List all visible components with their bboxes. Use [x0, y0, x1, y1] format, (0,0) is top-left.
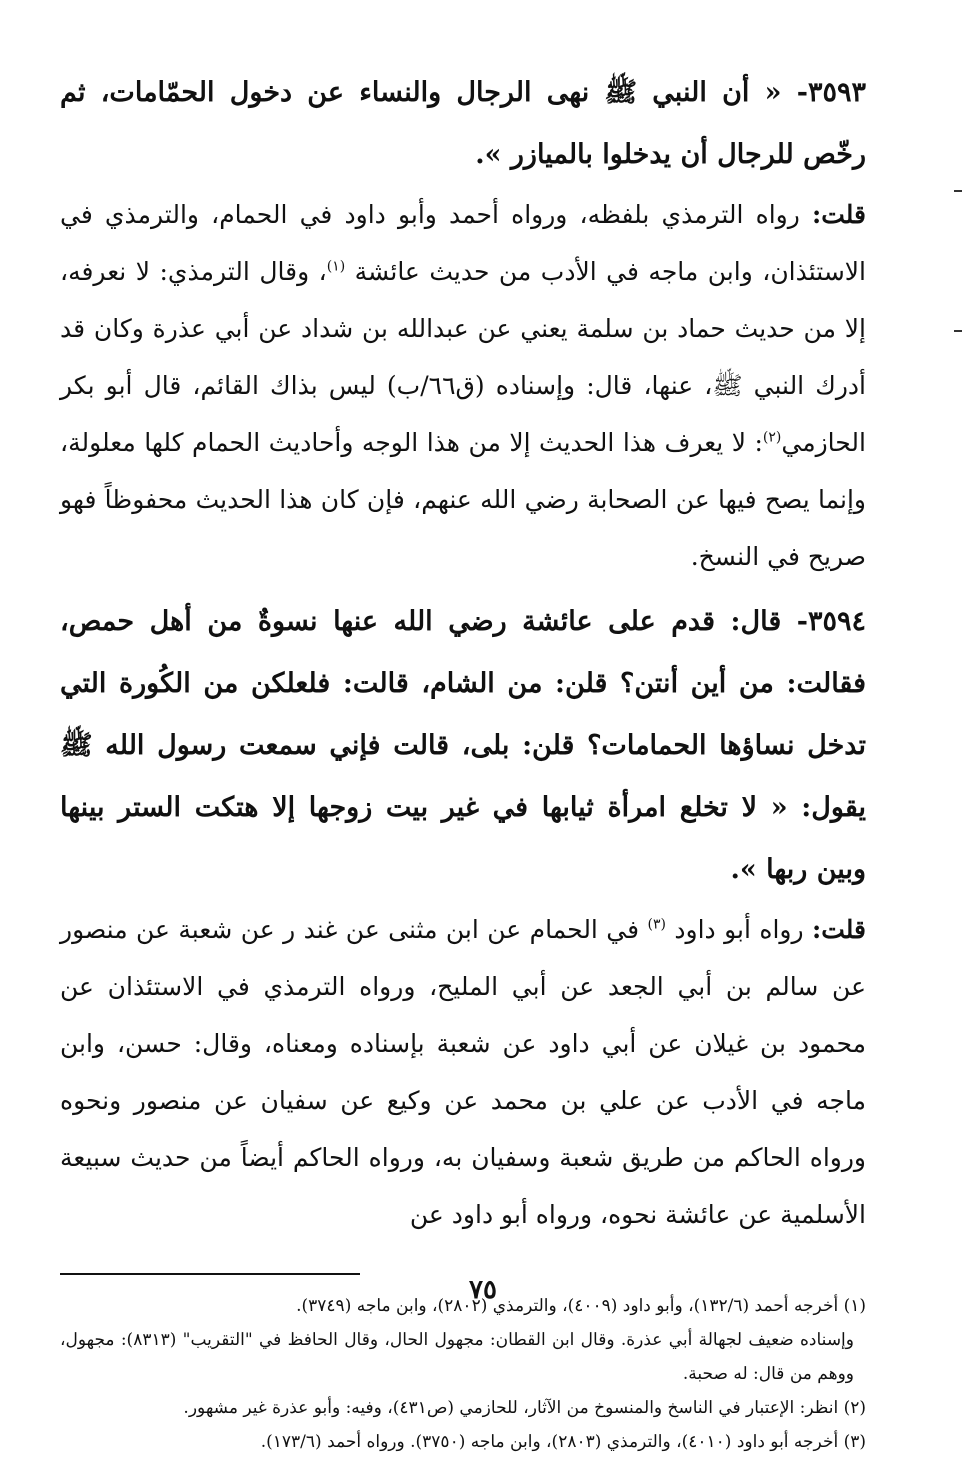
- commentary-text: : لا يعرف هذا الحديث إلا من هذا الوجه وأحاديث الحمام كلها معلولة، وإنما يصح فيها عن الصحابة رضي الله عنهم، فإن كان هذا الحديث محفوظاً فهو صريح في النسخ.: [60, 428, 866, 571]
- hadith-number: ٣٥٩٤-: [796, 606, 866, 637]
- hadith-3594: [60, 591, 866, 901]
- footnote-1-continued: وإسناده ضعيف لجهالة أبي عذرة. وقال ابن القطان: مجهول الحال، وقال الحافظ في "التقريب" (٨٣١٣): مجهول، ووهم من قال: له صحبة.: [60, 1330, 854, 1384]
- footnote-ref-3[interactable]: (٣): [647, 916, 666, 933]
- margin-mark: [954, 330, 962, 332]
- commentary-paragraph: [60, 901, 866, 1243]
- hadith-text: قال: قدم على عائشة رضي الله عنها نسوةٌ من أهل حمص، فقالت: من أين أنتن؟ قلن: من الشام، قالت: فلعلكن من الكُورة التي تدخل نساؤها الحمامات؟ قلن: بلى، قالت فإني سمعت رسول الله ﷺ يقول: « لا تخلع امرأة ثيابها في غير بيت زوجها إلا هتكت الستر بينها وبين ربها ».: [60, 606, 866, 885]
- page-body: [60, 62, 866, 1452]
- page-number: ٧٥: [469, 1275, 497, 1305]
- footnote-ref-2[interactable]: (٢): [762, 429, 782, 446]
- footnote-2: (٢) انظر: الإعتبار في الناسخ والمنسوخ من الآثار، للحازمي (ص٤٣١)، وفيه: وأبو عذرة غير مشهور.: [183, 1398, 866, 1418]
- hadith-3593: [60, 62, 866, 186]
- commentary-text: رواه أبو داود: [674, 915, 804, 944]
- commentary-text: في الحمام عن ابن مثنى عن غند ر عن شعبة عن منصور عن سالم بن أبي الجعد عن أبي المليح، ورواه الترمذي في الاستئذان عن محمود بن غيلان عن أبي داود عن شعبة بإسناده ومعناه، وقال: حسن، وابن ماجه في الأدب عن علي بن محمد عن وكيع عن سفيان عن منصور ونحوه ورواه الحاكم من طريق شعبة وسفيان به، ورواه الحاكم أيضاً من حديث سبيعة الأسلمية عن عائشة نحوه، ورواه أبو داود عن: [60, 915, 866, 1229]
- footnote-3: (٣) أخرجه أبو داود (٤٠١٠)، والترمذي (٢٨٠٣)، وابن ماجه (٣٧٥٠). ورواه أحمد (١٧٣/٦).: [260, 1432, 866, 1452]
- hadith-text: « أن النبي ﷺ نهى الرجال والنساء عن دخول الحمّامات، ثم رخّص للرجال أن يدخلوا بالميازر ».: [60, 77, 866, 170]
- commentary-text: رواه الترمذي بلفظه، ورواه أحمد وأبو داود في الحمام، والترمذي في الاستئذان، وابن ماجه في الأدب من حديث عائشة: [60, 200, 866, 286]
- commentary-text: ، وقال الترمذي: لا نعرفه، إلا من حديث حماد بن سلمة يعني عن عبدالله بن شداد عن أبي عذرة وكان قد أدرك النبي ﷺ، عنها، قال: وإسناده (ق٦٦/ب) ليس بذاك القائم، قال أبو بكر الحازمي: [60, 257, 866, 457]
- margin-mark: [954, 190, 962, 192]
- commentary-lead: قلت:: [811, 200, 866, 229]
- commentary-paragraph: [60, 186, 866, 585]
- hadith-number: ٣٥٩٣-: [796, 77, 866, 108]
- footnote-1: (١) أخرجه أحمد (١٣٢/٦)، وأبو داود (٤٠٠٩)، والترمذي (٢٨٠٢)، وابن ماجه (٣٧٤٩).: [296, 1296, 866, 1316]
- commentary-lead: قلت:: [811, 915, 866, 944]
- footnote-ref-1[interactable]: (١): [326, 258, 346, 275]
